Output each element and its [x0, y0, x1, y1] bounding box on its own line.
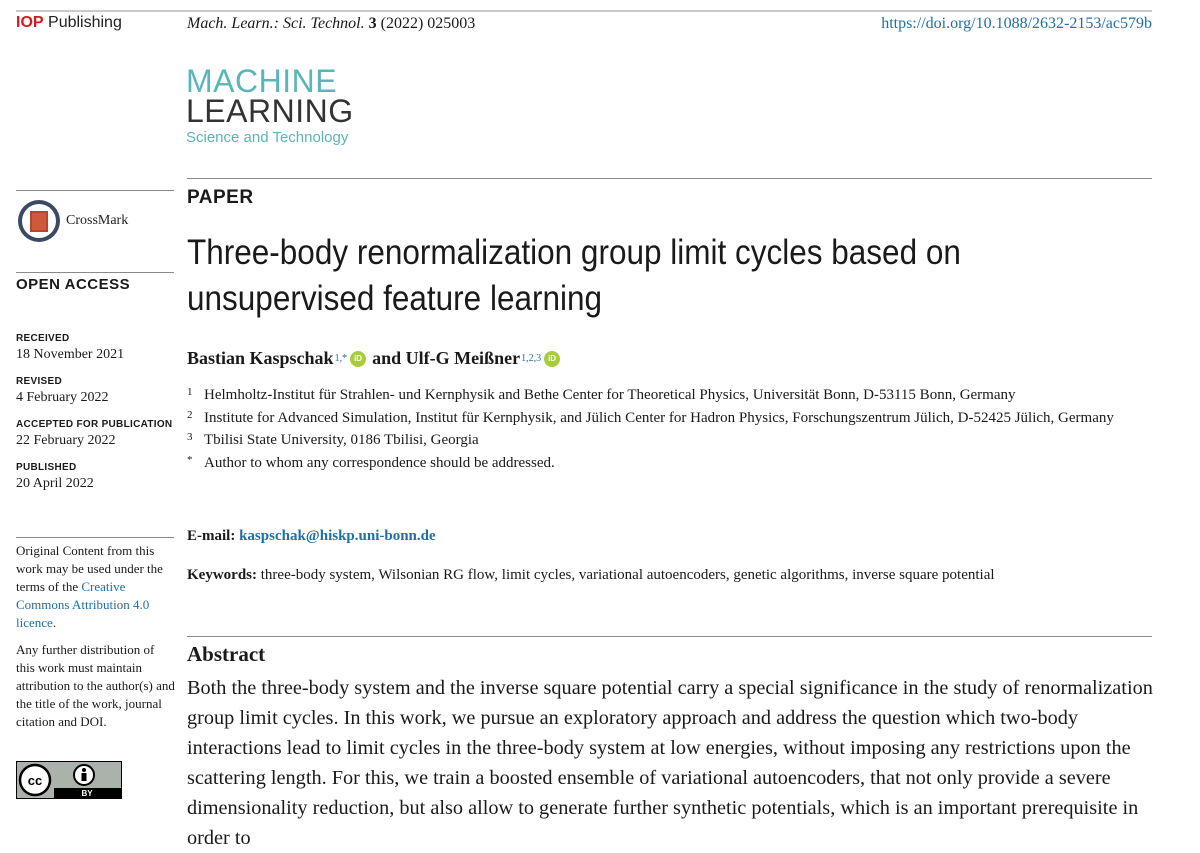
crossmark-badge[interactable]: [16, 198, 128, 244]
orcid-icon[interactable]: iD: [544, 351, 560, 367]
doi-link[interactable]: https://doi.org/10.1088/2632-2153/ac579b: [881, 15, 1152, 32]
author-affiliation-marks: 1,*: [334, 353, 348, 364]
journal-logo-line3: Science and Technology: [186, 129, 349, 146]
author-list: [187, 348, 566, 369]
license-text-1-end: .: [52, 615, 57, 630]
email-link[interactable]: kaspschak@hiskp.uni-bonn.de: [239, 528, 436, 544]
article-type-label: PAPER: [187, 187, 254, 208]
citation-rest: (2022) 025003: [380, 15, 476, 32]
affiliation-item: [187, 452, 1117, 475]
cc-license-link[interactable]: Creative Commons Attribution 4.0 licence: [16, 579, 150, 630]
date-label-revised: REVISED: [16, 376, 63, 387]
affiliation-list: [187, 384, 1117, 474]
date-label-published: PUBLISHED: [16, 462, 77, 473]
svg-text:cc: cc: [27, 773, 43, 788]
publisher-logo[interactable]: [16, 14, 122, 32]
author-joiner: and: [372, 348, 402, 368]
publication-dates: [16, 333, 176, 505]
date-value-published: 20 April 2022: [16, 476, 94, 491]
header-rule: [16, 10, 1152, 12]
cc-by-badge[interactable]: [16, 761, 122, 804]
author-name[interactable]: Ulf-G Meißner: [405, 348, 521, 368]
citation-volume: 3: [368, 15, 377, 32]
main-rule: [187, 178, 1152, 179]
crossmark-label: CrossMark: [66, 213, 129, 228]
abstract-heading: Abstract: [187, 642, 266, 666]
affiliation-item: [187, 384, 1117, 407]
sidebar-rule: [16, 190, 174, 191]
date-label-received: RECEIVED: [16, 333, 70, 344]
abstract-rule: [187, 636, 1152, 637]
affiliation-text: Institute for Advanced Simulation, Institut für Kernphysik, and Jülich Center for Hadron Physics, Forschungszentrum Jülich, D-52425 Jülich, Germany: [204, 409, 1114, 426]
affiliation-text: Helmholtz-Institut für Strahlen- und Kernphysik and Bethe Center for Theoretical Physics, Universität Bonn, D-53115 Bonn, Germany: [204, 387, 1016, 403]
cc-by-icon: [16, 761, 122, 799]
citation-journal: Mach. Learn.: Sci. Technol.: [187, 15, 365, 32]
orcid-icon[interactable]: iD: [350, 351, 366, 367]
publisher-brand: IOP: [16, 14, 44, 31]
license-notice: [16, 542, 176, 740]
abstract-text: Both the three-body system and the inverse square potential carry a special significance in the study of renormalization group limit cycles. In this work, we pursue an exploratory approach and address the question which two-body interactions lead to limit cycles in the three-body system at low energies, without imposing any restrictions upon the scattering length. For this, we train a boosted ensemble of variational autoencoders, that not only provide a severe dimensionality reduction, but also allow to generate further synthetic potentials, which is an important prerequisite in order to: [187, 677, 1153, 849]
journal-logo-line1: MACHINE: [186, 63, 338, 99]
affiliation-item: [187, 407, 1117, 430]
keywords: [187, 567, 995, 584]
open-access-label: OPEN ACCESS: [16, 276, 131, 293]
journal-logo-line2: LEARNING: [186, 93, 354, 129]
crossmark-icon: [16, 198, 62, 244]
citation: [187, 15, 475, 33]
affiliation-text: Tbilisi State University, 0186 Tbilisi, Georgia: [204, 432, 479, 448]
sidebar-rule: [16, 272, 174, 273]
sidebar-rule: [16, 537, 174, 538]
affiliation-item: [187, 429, 1117, 452]
author-name[interactable]: Bastian Kaspschak: [187, 348, 334, 368]
journal-logo: [186, 63, 354, 146]
date-value-accepted: 22 February 2022: [16, 433, 116, 448]
author-affiliation-marks: 1,2,3: [521, 353, 542, 364]
affiliation-mark: 1: [187, 386, 193, 398]
affiliation-text: Author to whom any correspondence should be addressed.: [204, 454, 555, 471]
affiliation-mark: *: [187, 453, 193, 466]
license-text-2: Any further distribution of this work must maintain attribution to the author(s) and the title of the work, journal citation and DOI.: [16, 642, 175, 729]
keywords-label: Keywords:: [187, 567, 257, 583]
article-title: Three-body renormalization group limit cycles based on unsupervised feature learning: [187, 233, 961, 318]
affiliation-mark: 3: [187, 431, 193, 443]
keywords-text: three-body system, Wilsonian RG flow, limit cycles, variational autoencoders, genetic algorithms, inverse square potential: [260, 567, 995, 583]
date-value-received: 18 November 2021: [16, 347, 125, 362]
corresponding-email: [187, 528, 436, 545]
license-text-1: Original Content from this work may be used under the terms of the: [16, 543, 163, 594]
cc-badge-text: BY: [81, 789, 93, 798]
publisher-suffix: Publishing: [48, 14, 122, 31]
email-label: E-mail:: [187, 528, 236, 544]
date-value-revised: 4 February 2022: [16, 390, 109, 405]
date-label-accepted: ACCEPTED FOR PUBLICATION: [16, 419, 173, 430]
affiliation-mark: 2: [187, 408, 193, 421]
